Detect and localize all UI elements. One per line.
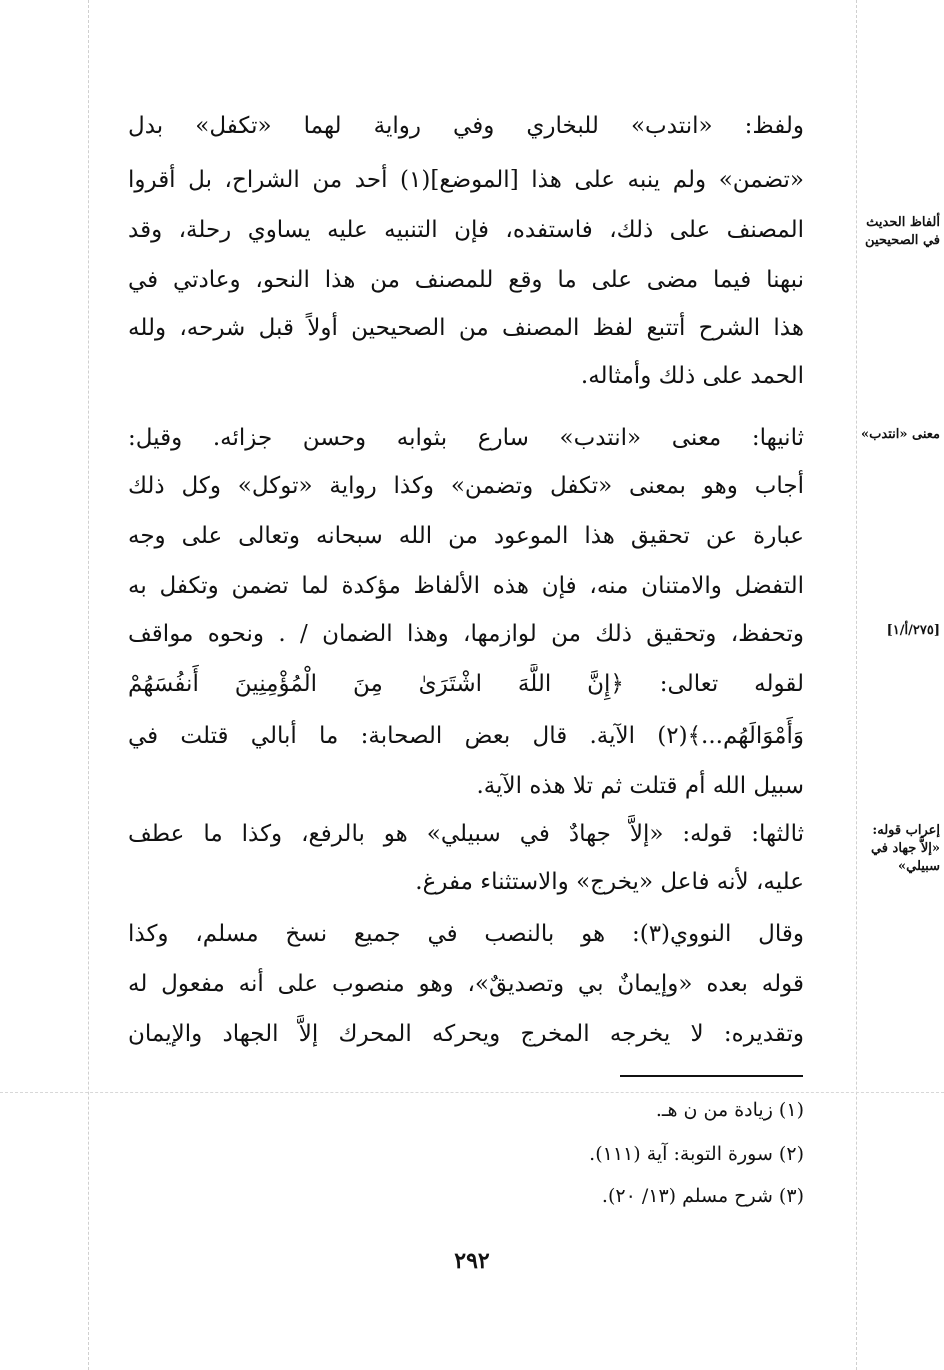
margin-note-manuscript-ref: [٢٧٥/أ/١] (886, 623, 940, 638)
margin-note-grammar (810, 822, 940, 876)
margin-note-hadith-wording-line-2: في الصحيحين (865, 233, 940, 248)
body-line-3: المصنف على ذلك، فاستفده، فإن التنبيه عليه يساوي رحلة، وقد (128, 217, 804, 243)
scan-edge-left (88, 0, 89, 1370)
margin-note-grammar-line-1: إعراب قوله: (872, 823, 940, 838)
margin-note-grammar-line-3: سبيلي» (897, 859, 940, 874)
margin-note-hadith-wording-line-1: ألفاظ الحديث (866, 215, 940, 230)
body-line-14: سبيل الله أم قتلت ثم تلا هذه الآية. (476, 773, 804, 799)
margin-note-grammar-line-2: «إلاَّ جهاد في (870, 841, 940, 856)
margin-note-hadith-wording (810, 214, 940, 250)
body-line-12-quran: لقوله تعالى: ﴿إِنَّ اللَّهَ اشْتَرَىٰ مِنَ الْمُؤْمِنِينَ أَنفُسَهُمْ (128, 671, 804, 697)
footnote-separator (620, 1075, 803, 1077)
body-line-17: وقال النووي(٣): هو بالنصب في جميع نسخ مسلم، وكذا (128, 921, 804, 947)
footnote-3: (٣) شرح مسلم (١٣/ ٢٠). (601, 1185, 804, 1207)
footnote-1: (١) زيادة من ن هـ. (655, 1099, 804, 1121)
body-line-19: وتقديره: لا يخرجه المخرج ويحركه المحرك إلاَّ الجهاد والإيمان (128, 1021, 804, 1047)
body-line-8: أجاب وهو بمعنى «تكفل وتضمن» وكذا رواية «توكل» وكل ذلك (128, 473, 804, 499)
margin-note-intadaba-meaning: معنى «انتدب» (861, 427, 940, 442)
page-number: ٢٩٢ (454, 1248, 490, 1274)
body-line-15: ثالثها: قوله: «إلاَّ جهادٌ في سبيلي» هو بالرفع، وكذا ما عطف (128, 821, 804, 847)
body-line-10: التفضل والامتنان منه، فإن هذه الألفاظ مؤكدة لما تضمن وتكفل به (128, 573, 804, 599)
body-line-13: وَأَمْوَالَهُم...﴾(٢) الآية. قال بعض الصحابة: ما أبالي قتلت في (128, 723, 804, 749)
body-line-6: الحمد على ذلك وأمثاله. (580, 363, 804, 389)
body-line-7: ثانيها: معنى «انتدب» سارع بثوابه وحسن جزائه. وقيل: (128, 425, 804, 451)
scan-edge-right (856, 0, 857, 1370)
body-line-11: وتحفظ، وتحقيق ذلك من لوازمها، وهذا الضمان / . ونحوه مواقف (128, 621, 804, 647)
body-line-16: عليه، لأنه فاعل «يخرج» والاستثناء مفرغ. (415, 869, 804, 895)
scan-edge-horizontal (0, 1092, 944, 1093)
body-line-2: «تضمن» ولم ينبه على هذا [الموضع](١) أحد من الشراح، بل أقروا (128, 167, 804, 193)
body-line-1: ولفظ: «انتدب» للبخاري وفي رواية لهما «تكفل» بدل (128, 113, 804, 139)
body-line-18: قوله بعده «وإيمانٌ بي وتصديقٌ»، وهو منصوب على أنه مفعول له (128, 971, 804, 997)
body-line-9: عبارة عن تحقيق هذا الموعود من الله سبحانه وتعالى على وجه (128, 523, 804, 549)
footnote-2: (٢) سورة التوبة: آية (١١١). (589, 1143, 804, 1165)
body-line-4: نبهنا فيما مضى على ما وقع للمصنف من هذا النحو، وعادتي في (128, 267, 804, 293)
body-line-5: هذا الشرح أتتبع لفظ المصنف من الصحيحين أولاً قبل شرحه، ولله (128, 315, 804, 341)
